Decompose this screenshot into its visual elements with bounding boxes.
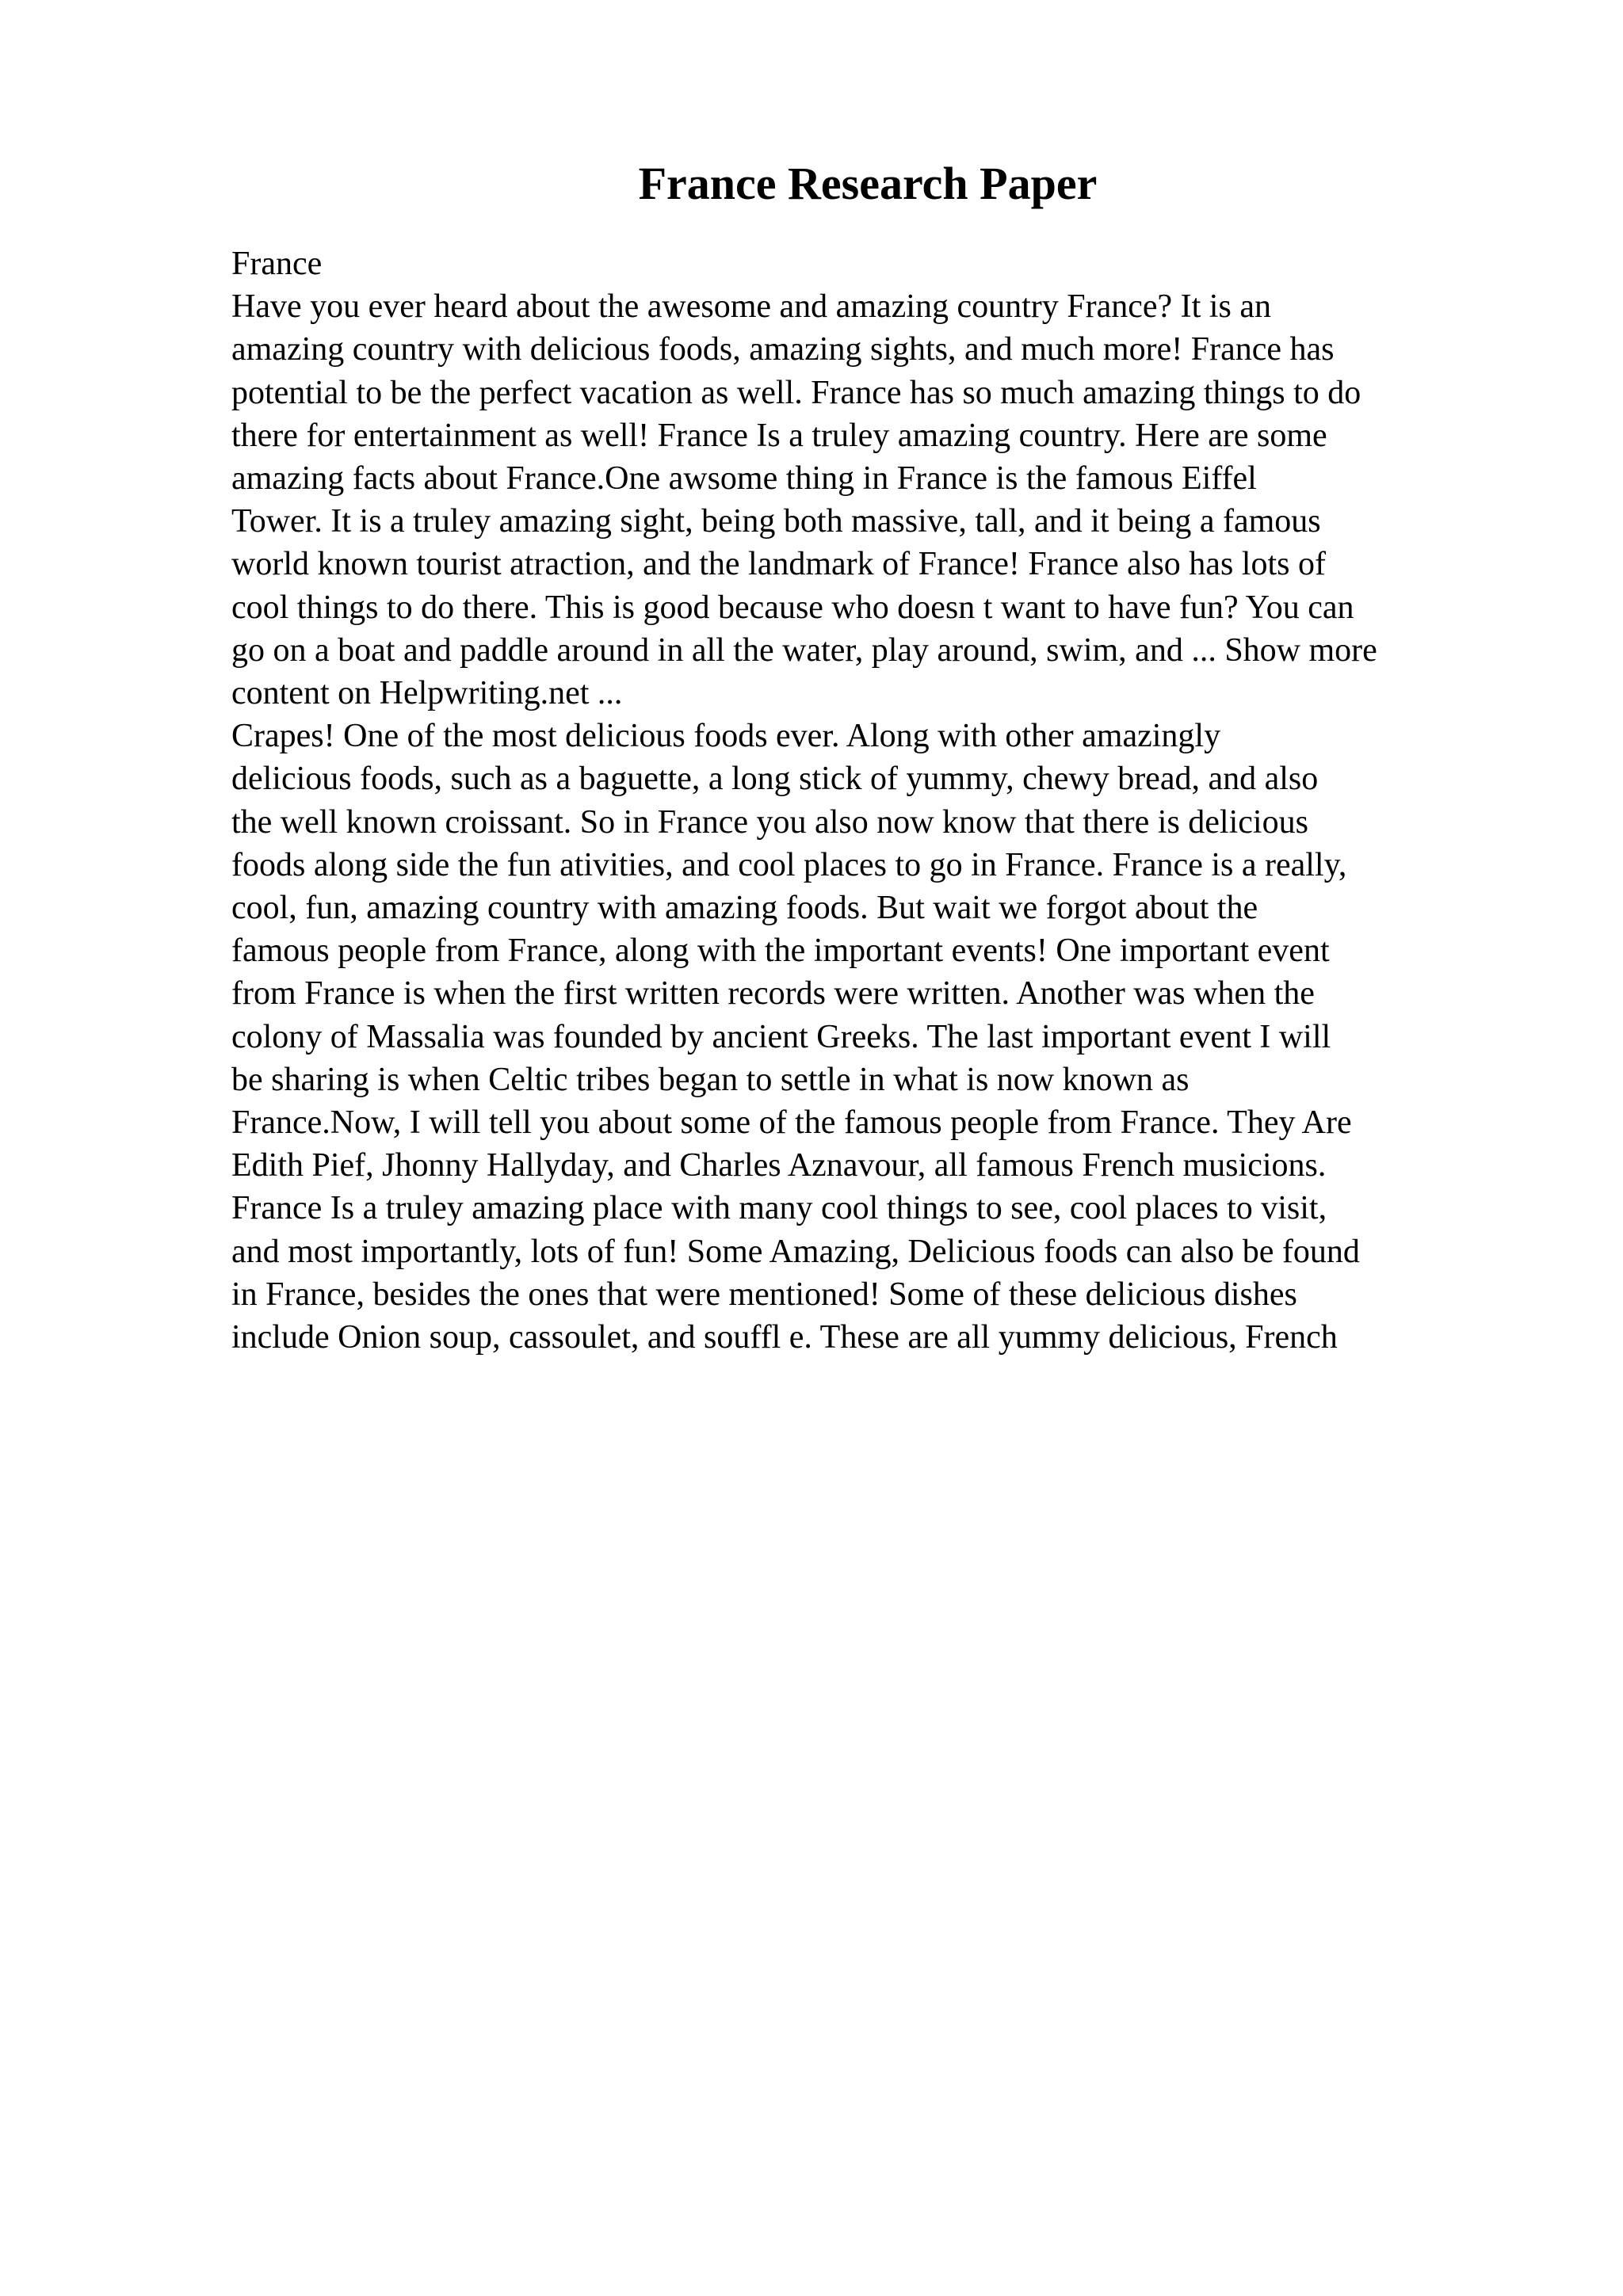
text-line-21: Edith Pief, Jhonny Hallyday, and Charles Aznavour, all famous French musicions. [231, 1147, 1327, 1184]
text-line-5: amazing facts about France.One awsome thing in France is the famous Eiffel [231, 460, 1257, 498]
text-line-16: famous people from France, along with the important events! One important event [231, 933, 1330, 970]
text-line-25: include Onion soup, cassoulet, and souffl e. These are all yummy delicious, French [231, 1319, 1338, 1356]
document-body [231, 242, 1531, 1359]
text-line-1: Have you ever heard about the awesome and amazing country France? It is an [231, 288, 1271, 326]
text-line-13: the well known croissant. So in France you also now know that there is delicious [231, 803, 1308, 841]
text-line-3: potential to be the perfect vacation as well. France has so much amazing things to do [231, 374, 1361, 411]
text-line-6: Tower. It is a truley amazing sight, being both massive, tall, and it being a famous [231, 503, 1321, 540]
text-line-0: France [231, 246, 323, 282]
text-line-22: France Is a truley amazing place with many cool things to see, cool places to visit, [231, 1190, 1327, 1227]
text-line-19: be sharing is when Celtic tribes began to settle in what is now known as [231, 1061, 1190, 1098]
text-line-18: colony of Massalia was founded by ancient Greeks. The last important event I will [231, 1018, 1331, 1055]
text-line-14: foods along side the fun ativities, and cool places to go in France. France is a really, [231, 846, 1347, 883]
text-line-8: cool things to do there. This is good because who doesn t want to have fun? You can [231, 589, 1354, 626]
text-line-23: and most importantly, lots of fun! Some Amazing, Delicious foods can also be found [231, 1233, 1360, 1270]
text-line-24: in France, besides the ones that were mentioned! Some of these delicious dishes [231, 1276, 1297, 1313]
document-title: France Research Paper [638, 158, 1098, 209]
text-line-15: cool, fun, amazing country with amazing foods. But wait we forgot about the [231, 890, 1258, 927]
text-line-12: delicious foods, such as a baguette, a long stick of yummy, chewy bread, and also [231, 761, 1319, 798]
text-line-4: there for entertainment as well! France Is a truley amazing country. Here are some [231, 417, 1327, 454]
text-line-9: go on a boat and paddle around in all the water, play around, swim, and ... Show more [231, 631, 1377, 669]
text-line-2: amazing country with delicious foods, amazing sights, and much more! France has [231, 331, 1335, 368]
text-line-11: Crapes! One of the most delicious foods ever. Along with other amazingly [231, 718, 1221, 755]
text-line-7: world known tourist atraction, and the landmark of France! France also has lots of [231, 546, 1326, 583]
text-line-20: France.Now, I will tell you about some of the famous people from France. They Are [231, 1104, 1352, 1142]
text-line-10: content on Helpwriting.net ... [231, 675, 623, 712]
text-line-17: from France is when the first written records were written. Another was when the [231, 975, 1315, 1013]
